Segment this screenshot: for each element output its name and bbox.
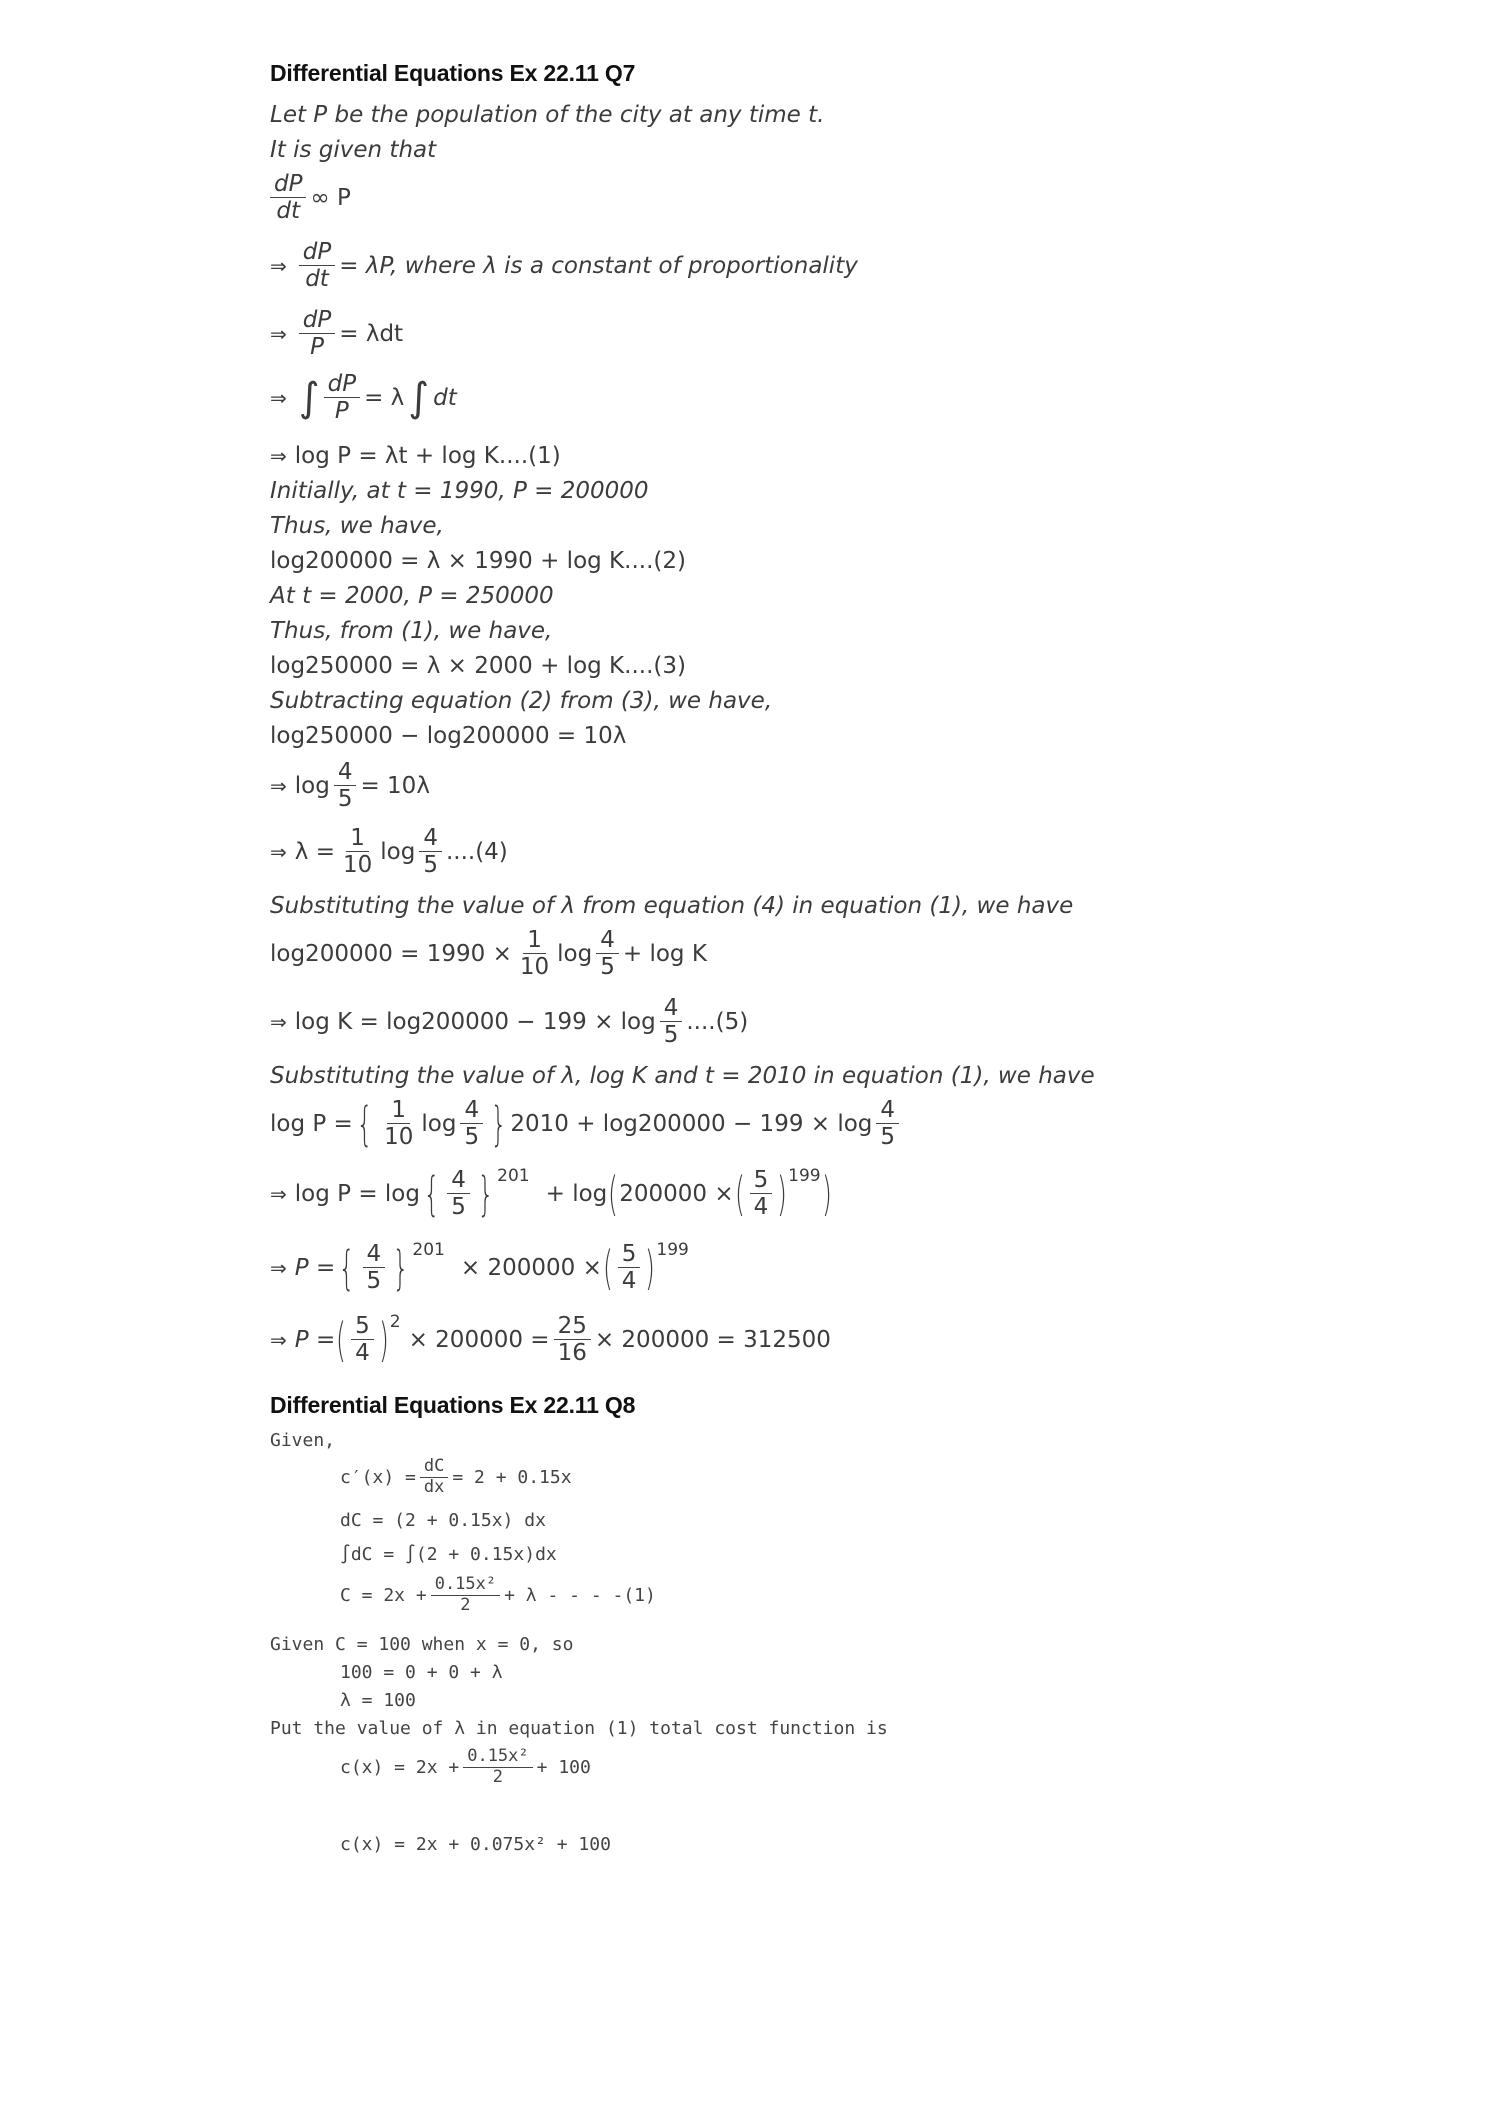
q7-eq-sub-log200000	[270, 928, 707, 979]
fraction-numerator: 0.15x²	[463, 1748, 532, 1768]
equation-text: × 200000 = 312500	[594, 1326, 831, 1353]
fraction-denominator: 5	[464, 1124, 480, 1151]
implies-arrow: ⇒	[270, 444, 287, 468]
equation-text: P =	[294, 1326, 336, 1353]
q7-eq-log-p-power	[270, 1165, 833, 1221]
fraction-numerator: 4	[363, 1242, 386, 1268]
exponent: 199	[656, 1239, 689, 1260]
q7-condition-2000: At t = 2000, P = 250000	[270, 583, 554, 609]
right-paren: )	[645, 1240, 656, 1295]
fraction-numerator: 0.15x²	[431, 1576, 500, 1596]
equation-text: = λdt	[339, 320, 404, 347]
equation-text: = λP, where λ is a constant of proportionality	[339, 252, 858, 279]
q7-eq-final	[270, 1311, 831, 1367]
fraction-numerator: dC	[420, 1458, 448, 1478]
q7-initial-condition: Initially, at t = 1990, P = 200000	[270, 478, 649, 504]
q7-text-from-1: Thus, from (1), we have,	[270, 618, 553, 644]
q7-eq-subtract: log250000 − log200000 = 10λ	[270, 723, 627, 749]
equation-text: ∞ P	[310, 184, 351, 211]
q8-eq-100: 100 = 0 + 0 + λ	[340, 1662, 503, 1683]
fraction-denominator: 5	[880, 1124, 896, 1151]
equation-text: c′(x) =	[340, 1466, 416, 1488]
equation-text: + log K	[622, 940, 707, 967]
fraction-numerator: 4	[334, 760, 357, 786]
q8-heading: Differential Equations Ex 22.11 Q8	[270, 1392, 636, 1418]
fraction-numerator: 4	[876, 1098, 899, 1124]
fraction-denominator: dt	[276, 198, 301, 225]
equation-text: log200000 = 1990 ×	[270, 940, 512, 967]
equation-text: + 100	[536, 1756, 591, 1778]
q7-text-substituting-lambda: Substituting the value of λ from equation (4) in equation (1), we have	[270, 893, 1074, 919]
q8-eq-cost-function	[340, 1748, 591, 1787]
fraction-numerator: dP	[270, 172, 306, 198]
equation-text: × 200000 ×	[460, 1254, 602, 1281]
equation-text: log	[557, 940, 593, 967]
fraction-numerator: 5	[618, 1242, 641, 1268]
implies-arrow: ⇒	[270, 385, 287, 410]
integral-sign: ∫	[298, 374, 320, 421]
right-brace: }	[392, 1240, 409, 1295]
implies-arrow: ⇒	[270, 253, 287, 278]
fraction-denominator: 4	[753, 1194, 769, 1221]
fraction-numerator: 5	[351, 1314, 374, 1340]
fraction-denominator: P	[334, 398, 349, 425]
q8-given: Given,	[270, 1430, 336, 1451]
q7-text-substituting-t2010: Substituting the value of λ, log K and t = 2010 in equation (1), we have	[270, 1063, 1095, 1089]
equation-text: log	[294, 772, 330, 799]
equation-text: ....(5)	[686, 1008, 749, 1035]
q7-intro-line-2: It is given that	[270, 137, 437, 163]
equation-text: log P =	[270, 1110, 353, 1137]
equation-text: log K = log200000 − 199 × log	[294, 1008, 656, 1035]
q7-eq-lambda-p	[270, 240, 858, 291]
right-paren: )	[378, 1312, 389, 1367]
q8-eq-lambda: λ = 100	[340, 1690, 416, 1711]
fraction-numerator: dP	[299, 308, 335, 334]
fraction-denominator: 10	[342, 852, 373, 879]
equation-text: dt	[433, 384, 457, 411]
implies-arrow: ⇒	[270, 839, 287, 864]
fraction-numerator: 1	[523, 928, 546, 954]
q7-eq-5	[270, 996, 748, 1047]
right-paren: )	[821, 1166, 832, 1221]
q7-eq-2: log200000 = λ × 1990 + log K....(2)	[270, 548, 686, 574]
fraction-numerator: dP	[299, 240, 335, 266]
equation-text: = λ	[364, 384, 405, 411]
equation-text: + log	[545, 1180, 608, 1207]
right-brace: }	[490, 1096, 507, 1151]
equation-text: = 10λ	[360, 772, 430, 799]
equation-text: log P = λt + log K....(1)	[294, 443, 561, 469]
left-brace: {	[338, 1240, 355, 1295]
left-brace: {	[356, 1096, 373, 1151]
q8-eq-dc: dC = (2 + 0.15x) dx	[340, 1510, 546, 1531]
equation-text: × 200000 =	[408, 1326, 550, 1353]
q7-eq-integrate	[270, 372, 457, 423]
q7-heading: Differential Equations Ex 22.11 Q7	[270, 60, 636, 86]
q8-condition: Given C = 100 when x = 0, so	[270, 1634, 574, 1655]
fraction-denominator: dx	[423, 1476, 445, 1497]
fraction-numerator: 1	[346, 826, 369, 852]
integral-sign: ∫	[408, 374, 430, 421]
exponent: 201	[497, 1165, 530, 1186]
equation-text: λ =	[294, 838, 335, 865]
fraction-denominator: 10	[519, 954, 550, 981]
equation-text: log	[380, 838, 416, 865]
fraction-denominator: 16	[557, 1340, 587, 1367]
q7-text-subtracting: Subtracting equation (2) from (3), we have,	[270, 688, 773, 714]
equation-text: C = 2x +	[340, 1584, 427, 1606]
fraction-numerator: 4	[419, 826, 442, 852]
q8-eq-1	[340, 1576, 656, 1615]
fraction-denominator: 2	[492, 1766, 504, 1787]
q7-intro-line-1: Let P be the population of the city at any time t.	[270, 102, 825, 128]
exponent: 2	[389, 1311, 401, 1332]
equation-text: log P = log	[294, 1180, 420, 1207]
implies-arrow: ⇒	[270, 1181, 287, 1206]
implies-arrow: ⇒	[270, 1255, 287, 1280]
fraction-numerator: 5	[750, 1168, 773, 1194]
equation-text: = 2 + 0.15x	[452, 1466, 572, 1488]
fraction-numerator: 1	[387, 1098, 410, 1124]
q8-text-put: Put the value of λ in equation (1) total cost function is	[270, 1718, 888, 1739]
fraction-numerator: 25	[554, 1314, 591, 1340]
equation-text: P =	[294, 1254, 336, 1281]
q8-eq-final: c(x) = 2x + 0.075x² + 100	[340, 1834, 611, 1855]
right-paren: )	[777, 1166, 788, 1221]
fraction-denominator: 4	[621, 1268, 637, 1295]
fraction-denominator: 5	[423, 852, 438, 879]
equation-text: 200000 ×	[619, 1180, 734, 1207]
implies-arrow: ⇒	[270, 1009, 287, 1034]
fraction-numerator: dP	[324, 372, 360, 398]
right-brace: }	[477, 1166, 494, 1221]
q8-eq-integral: ∫dC = ∫(2 + 0.15x)dx	[340, 1544, 557, 1565]
implies-arrow: ⇒	[270, 321, 287, 346]
fraction-denominator: 5	[366, 1268, 382, 1295]
q7-eq-1	[270, 443, 561, 469]
q8-eq-marginal-cost	[340, 1458, 572, 1497]
left-paren: (	[336, 1312, 347, 1367]
left-paren: (	[734, 1166, 745, 1221]
fraction-numerator: 4	[660, 996, 683, 1022]
fraction-denominator: P	[310, 334, 324, 361]
left-brace: {	[423, 1166, 440, 1221]
q7-eq-log-ratio	[270, 760, 430, 811]
left-paren: (	[602, 1240, 613, 1295]
fraction-denominator: dt	[305, 266, 329, 293]
equation-text: 2010 + log200000 − 199 × log	[510, 1110, 873, 1137]
q7-eq-log-p-2010	[270, 1098, 903, 1149]
equation-text: + λ - - - -(1)	[504, 1584, 656, 1606]
exponent: 201	[412, 1239, 445, 1260]
q7-eq-proportional	[270, 172, 351, 223]
q7-eq-separate	[270, 308, 403, 359]
left-paren: (	[608, 1166, 619, 1221]
fraction-denominator: 10	[384, 1124, 414, 1151]
implies-arrow: ⇒	[270, 773, 287, 798]
fraction-denominator: 5	[600, 954, 615, 981]
fraction-numerator: 4	[460, 1098, 483, 1124]
fraction-denominator: 4	[355, 1340, 370, 1367]
equation-text: c(x) = 2x +	[340, 1756, 460, 1778]
q7-eq-p-power	[270, 1239, 689, 1295]
equation-text: ....(4)	[445, 838, 508, 865]
fraction-denominator: 5	[451, 1194, 466, 1221]
q7-eq-3: log250000 = λ × 2000 + log K....(3)	[270, 653, 686, 679]
implies-arrow: ⇒	[270, 1327, 287, 1352]
fraction-numerator: 4	[447, 1168, 470, 1194]
exponent: 199	[788, 1165, 821, 1186]
fraction-numerator: 4	[596, 928, 619, 954]
q7-eq-4	[270, 826, 508, 877]
q7-text-thus: Thus, we have,	[270, 513, 444, 539]
equation-text: log	[421, 1110, 457, 1137]
fraction-denominator: 2	[460, 1594, 471, 1615]
fraction-denominator: 5	[337, 786, 353, 813]
fraction-denominator: 5	[663, 1022, 679, 1049]
